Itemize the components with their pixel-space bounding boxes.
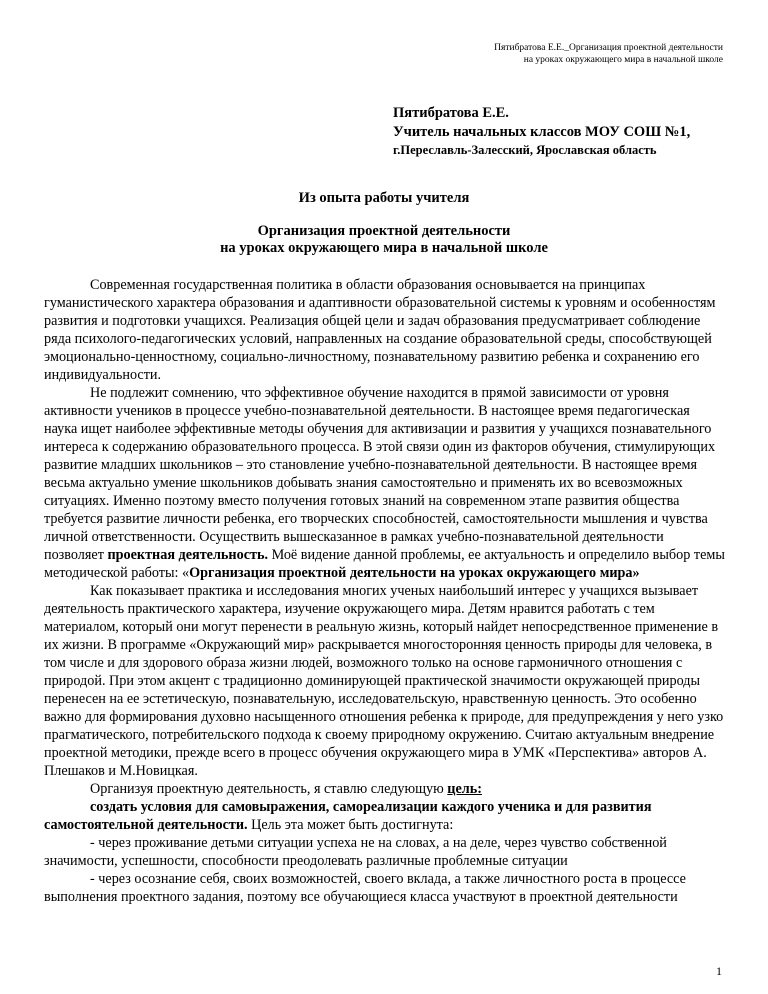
header-line-2: на уроках окружающего мира в начальной школе — [523, 55, 723, 65]
author-location: г.Переславль-Залесский, Ярославская область — [393, 143, 657, 157]
goal-label: цель: — [447, 781, 482, 797]
paragraph-3: Как показывает практика и исследования многих ученых наибольший интерес у учащихся вызывает деятельность практического характера, изучение окружающего мира. Детям нравится работать с тем материалом, который они могут перенести в реальную жизнь, который найдет непосредственное применение в их жизни. В программе «Окружающий мир» раскрывается многосторонняя ценность природы для человека, в том числе и для здорового образа жизни людей, возможного только на основе гармоничного отношения с природой. При этом акцент с традиционно доминирующей практической значимости окружающей природы перенесен на ее эстетическую, познавательную, исследовательскую, нравственную ценность. Это особенно важно для формирования духовно насыщенного отношения ребенка к природе, для предупреждения у него узко прагматического, потребительского подхода к своему природному окружению. Считаю актуальным внедрение проектной методики, прежде всего в процесс обучения окружающего мира в УМК «Перспектива» авторов А. Плешаков и М.Новицкая. — [44, 583, 724, 779]
author-block — [393, 104, 690, 159]
document-title-line-1: Организация проектной деятельности — [257, 223, 511, 239]
paragraph-5 — [44, 798, 726, 834]
goal-statement: создать условия для самовыражения, самореализации каждого ученика и для развития самостоятельной деятельности. — [44, 799, 652, 833]
author-position: Учитель начальных классов МОУ СОШ №1, — [393, 124, 691, 140]
page-number: 1 — [716, 964, 722, 978]
header-line-1: Пятибратова Е.Е._Организация проектной деятельности — [494, 43, 723, 53]
paragraph-4-text: Организуя проектную деятельность, я ставлю следующую — [90, 781, 448, 797]
document-subtitle: Из опыта работы учителя — [298, 190, 470, 206]
paragraph-6: - через проживание детьми ситуации успеха не на словах, а на деле, через чувство собственной значимости, успешности, способности преодолевать различные проблемные ситуации — [44, 835, 667, 869]
running-header — [494, 42, 723, 66]
paragraph-2-after: Моё видение данной проблемы, ее актуальность и определило выбор темы методической работы: « — [44, 547, 725, 581]
document-body — [44, 276, 726, 906]
paragraph-1: Современная государственная политика в области образования основывается на принципах гуманистического характера образования и адаптивности образовательной системы к уровням и особенностям развития и подготовки учащихся. Реализация общей цели и задач образования предусматривает соблюдение ряда психолого-педагогических условий, направленных на создание образовательной среды, способствующей эмоционально-ценностному, социально-личностному, познавательному развитию ребенка и сохранению его индивидуальности. — [44, 277, 716, 383]
author-name: Пятибратова Е.Е. — [393, 105, 509, 121]
paragraph-5-after: Цель эта может быть достигнута: — [247, 817, 454, 833]
paragraph-2 — [44, 384, 726, 582]
paragraph-2-bold: проектная деятельность. — [107, 547, 269, 563]
paragraph-2-topic: Организация проектной деятельности на уроках окружающего мира» — [189, 565, 640, 581]
document-title-line-2: на уроках окружающего мира в начальной школе — [220, 240, 548, 256]
paragraph-7: - через осознание себя, своих возможностей, своего вклада, а также личностного роста в процессе выполнения проектного задания, поэтому все обучающиеся класса участвуют в проектной деятельности — [44, 871, 686, 905]
paragraph-4 — [44, 780, 726, 798]
paragraph-2-text: Не подлежит сомнению, что эффективное обучение находится в прямой зависимости от уровня активности учеников в процессе учебно-познавательной деятельности. В настоящее время педагогическая наука ищет наиболее эффективные методы обучения для активизации и развития у учащихся познавательного интереса к содержанию образовательного процесса. В этой связи один из факторов обучения, стимулирующих развитие младших школьников – это становление учебно-познавательной деятельности. В настоящее время весьма актуально умение школьников добывать знания самостоятельно и применять их во всевозможных ситуациях. Именно поэтому вместо получения готовых знаний на современном этапе развития общества требуется развитие личности ребенка, его творческих способностей, самостоятельности мышления и чувства личной ответственности. Осуществить вышесказанное в рамках учебно-познавательной деятельности позволяет — [44, 385, 716, 563]
